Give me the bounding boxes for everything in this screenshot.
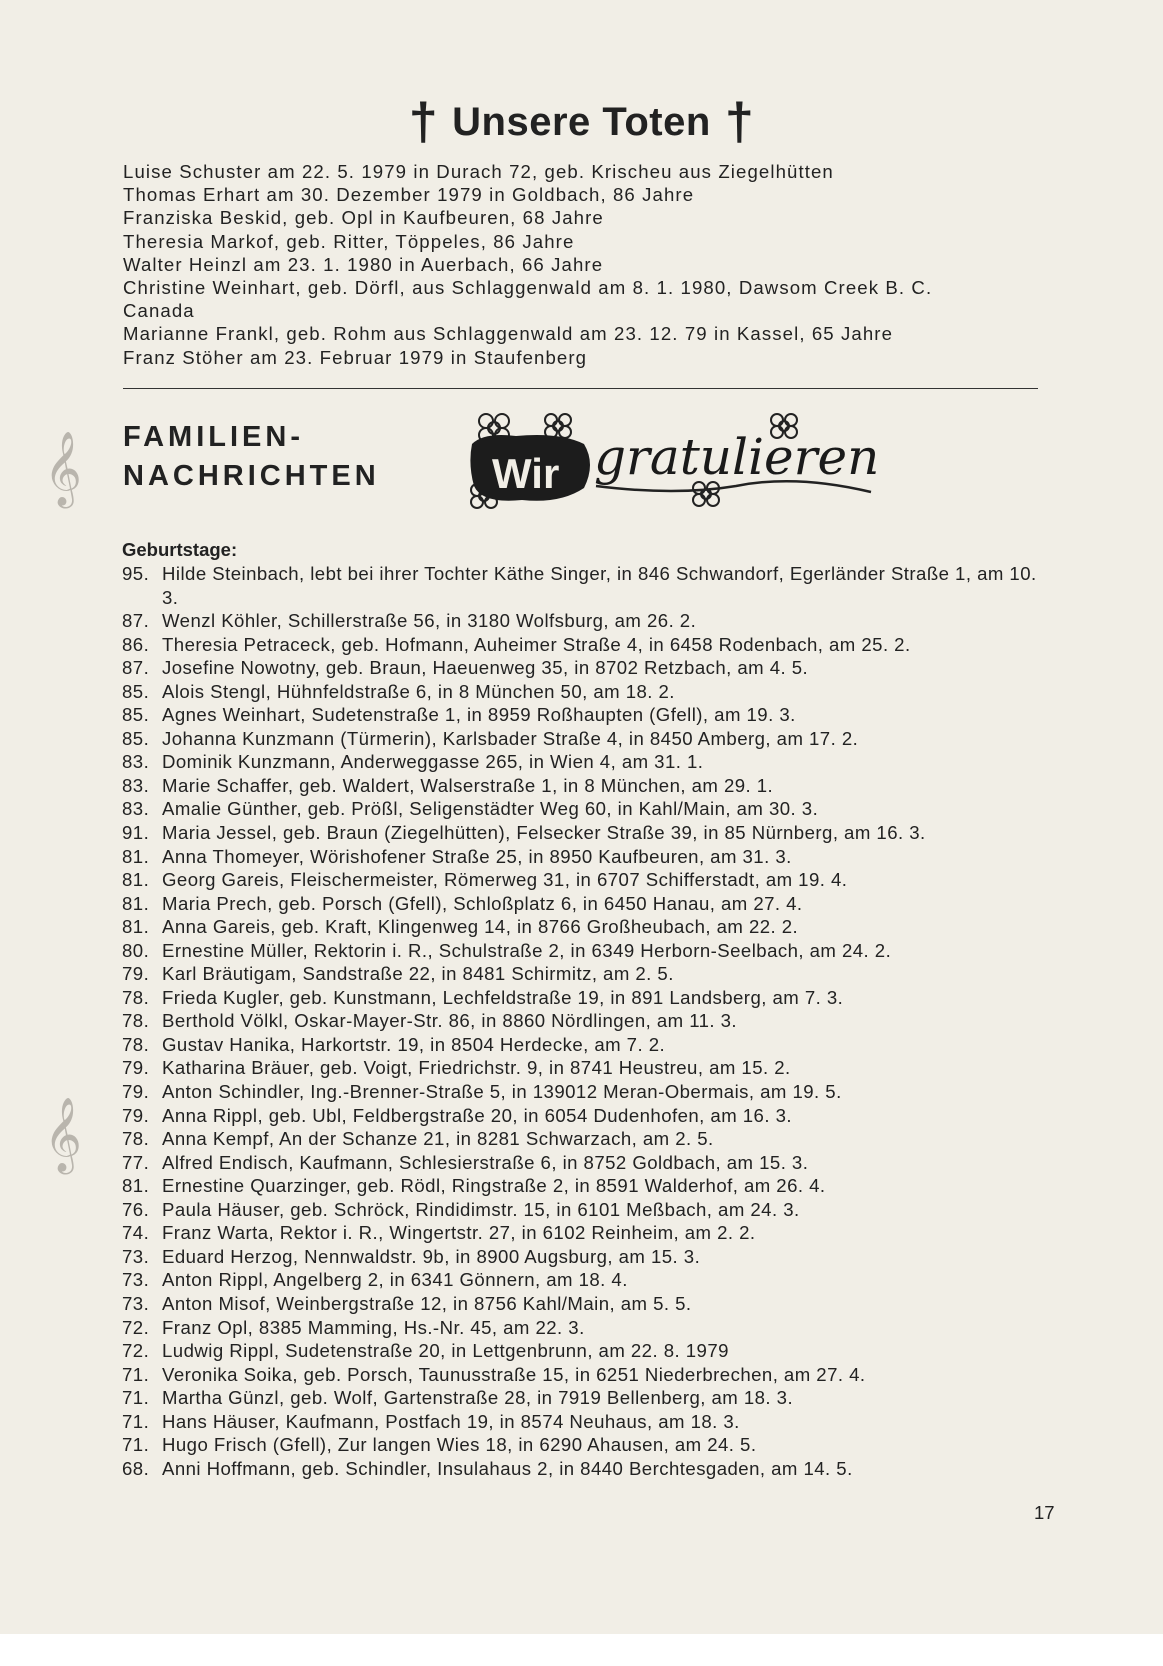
birthday-age: 78. (122, 1033, 150, 1055)
birthday-age: 85. (122, 704, 150, 726)
birthday-age: 71. (122, 1410, 150, 1432)
birthday-text: Wenzl Köhler, Schillerstraße 56, in 3180 Wolfsburg, am 26. 2. (162, 610, 697, 632)
birthday-entry (122, 1433, 1052, 1457)
title-text: Unsere Toten (452, 100, 711, 144)
page-number: 17 (1034, 1502, 1055, 1523)
birthday-text: Anna Kempf, An der Schanze 21, in 8281 Schwarzach, am 2. 5. (162, 1128, 714, 1150)
obituary-line: Luise Schuster am 22. 5. 1979 in Durach 72, geb. Krischeu aus Ziegelhütten (123, 161, 834, 182)
birthday-entry (122, 1457, 1052, 1481)
birthday-text: Alois Stengl, Hühnfeldstraße 6, in 8 München 50, am 18. 2. (162, 680, 675, 702)
birthday-age: 81. (122, 869, 150, 891)
birthday-entry (122, 774, 1052, 798)
birthday-text: Hans Häuser, Kaufmann, Postfach 19, in 8574 Neuhaus, am 18. 3. (162, 1410, 740, 1432)
birthday-entry (122, 1268, 1052, 1292)
birthday-age: 79. (122, 1057, 150, 1079)
birthday-text: Gustav Hanika, Harkortstr. 19, in 8504 Herdecke, am 7. 2. (162, 1033, 666, 1055)
birthday-text: Ludwig Rippl, Sudetenstraße 20, in Lettgenbrunn, am 22. 8. 1979 (162, 1340, 729, 1362)
birthday-age: 78. (122, 1010, 150, 1032)
birthday-age: 71. (122, 1387, 150, 1409)
birthday-text: Anna Gareis, geb. Kraft, Klingenweg 14, in 8766 Großheubach, am 22. 2. (162, 916, 799, 938)
obituary-line: Franz Stöher am 23. Februar 1979 in Staufenberg (123, 346, 588, 368)
birthday-age: 71. (122, 1363, 150, 1385)
birthday-age: 81. (122, 892, 150, 914)
birthday-age: 72. (122, 1340, 150, 1362)
birthday-text: Agnes Weinhart, Sudetenstraße 1, in 8959 Roßhaupten (Gfell), am 19. 3. (162, 704, 796, 726)
birthdays-heading: Geburtstage: (122, 539, 238, 560)
birthday-entry (122, 1009, 1052, 1033)
obituary-line: Christine Weinhart, geb. Dörfl, aus Schlaggenwald am 8. 1. 1980, Dawsom Creek B. C. (123, 277, 933, 299)
cross-icon: † (408, 93, 439, 151)
birthday-entry (122, 1292, 1052, 1316)
birthday-entry (122, 1174, 1052, 1198)
birthday-age: 79. (122, 1104, 150, 1126)
birthday-text: Theresia Petraceck, geb. Hofmann, Auheimer Straße 4, in 6458 Rodenbach, am 25. 2. (162, 633, 911, 655)
birthday-text: Frieda Kugler, geb. Kunstmann, Lechfeldstraße 19, in 891 Landsberg, am 7. 3. (162, 986, 844, 1008)
birthday-age: 83. (122, 774, 150, 796)
scan-border (0, 1634, 1163, 1666)
birthday-age: 78. (122, 986, 150, 1008)
birthday-entry (122, 1245, 1052, 1269)
birthday-text: Anton Rippl, Angelberg 2, in 6341 Gönnern, am 18. 4. (162, 1269, 628, 1291)
birthday-age: 72. (122, 1316, 150, 1338)
birthday-entry (122, 562, 1052, 609)
birthday-age: 79. (122, 963, 150, 985)
birthday-text: Hilde Steinbach, lebt bei ihrer Tochter Käthe Singer, in 846 Schwandorf, Egerländer Straße 1, am 10. 3. (162, 563, 1037, 608)
birthday-age: 74. (122, 1222, 150, 1244)
obituary-line: Thomas Erhart am 30. Dezember 1979 in Goldbach, 86 Jahre (123, 184, 695, 206)
obituary-line: Franziska Beskid, geb. Opl in Kaufbeuren, 68 Jahre (123, 207, 604, 229)
birthday-text: Katharina Bräuer, geb. Voigt, Friedrichstr. 9, in 8741 Heustreu, am 15. 2. (162, 1057, 791, 1079)
birthday-entry (122, 609, 1052, 633)
birthday-entry (122, 656, 1052, 680)
birthday-entry (122, 797, 1052, 821)
birthday-text: Anna Thomeyer, Wörishofener Straße 25, in 8950 Kaufbeuren, am 31. 3. (162, 845, 792, 867)
birthday-text: Paula Häuser, geb. Schröck, Rindidimstr. 15, in 6101 Meßbach, am 24. 3. (162, 1198, 800, 1220)
birthday-entry (122, 986, 1052, 1010)
birthday-age: 91. (122, 822, 150, 844)
obituary-line: Marianne Frankl, geb. Rohm aus Schlaggenwald am 23. 12. 79 in Kassel, 65 Jahre (123, 323, 894, 345)
birthday-text: Eduard Herzog, Nennwaldstr. 9b, in 8900 Augsburg, am 15. 3. (162, 1245, 701, 1267)
obituary-list (123, 160, 1053, 369)
birthday-text: Josefine Nowotny, geb. Braun, Haeuenweg 35, in 8702 Retzbach, am 4. 5. (162, 657, 809, 679)
birthday-list (122, 562, 1052, 1480)
birthday-text: Ernestine Quarzinger, geb. Rödl, Ringstraße 2, in 8591 Walderhof, am 26. 4. (162, 1175, 826, 1197)
birthday-entry (122, 750, 1052, 774)
birthday-entry (122, 868, 1052, 892)
birthday-text: Johanna Kunzmann (Türmerin), Karlsbader Straße 4, in 8450 Amberg, am 17. 2. (162, 727, 859, 749)
birthday-age: 81. (122, 845, 150, 867)
birthday-age: 73. (122, 1269, 150, 1291)
birthday-age: 87. (122, 610, 150, 632)
obituary-line: Walter Heinzl am 23. 1. 1980 in Auerbach, 66 Jahre (123, 253, 604, 275)
obituary-line: Canada (123, 300, 195, 322)
birthday-entry (122, 1151, 1052, 1175)
section-heading-line: NACHRICHTEN (123, 460, 380, 492)
birthday-entry (122, 1363, 1052, 1387)
birthday-text: Georg Gareis, Fleischermeister, Römerweg 31, in 6707 Schifferstadt, am 19. 4. (162, 869, 848, 891)
birthday-entry (122, 1104, 1052, 1128)
birthday-entry (122, 1080, 1052, 1104)
birthday-text: Alfred Endisch, Kaufmann, Schlesierstraße 6, in 8752 Goldbach, am 15. 3. (162, 1151, 809, 1173)
birthday-age: 87. (122, 657, 150, 679)
birthday-text: Anton Misof, Weinbergstraße 12, in 8756 Kahl/Main, am 5. 5. (162, 1292, 692, 1314)
birthday-text: Dominik Kunzmann, Anderweggasse 265, in Wien 4, am 31. 1. (162, 751, 704, 773)
flower-icon (545, 414, 571, 438)
section-divider (123, 388, 1038, 389)
birthday-entry (122, 1339, 1052, 1363)
punch-hole-mark: 𝄞 (44, 432, 82, 506)
birthday-entry (122, 939, 1052, 963)
birthday-text: Maria Jessel, geb. Braun (Ziegelhütten), Felsecker Straße 39, in 85 Nürnberg, am 16. 3. (162, 822, 926, 844)
cross-icon: † (724, 93, 755, 151)
birthday-text: Veronika Soika, geb. Porsch, Taunusstraße 15, in 6251 Niederbrechen, am 27. 4. (162, 1363, 866, 1385)
birthday-entry (122, 1386, 1052, 1410)
birthday-text: Anna Rippl, geb. Ubl, Feldbergstraße 20, in 6054 Dudenhofen, am 16. 3. (162, 1104, 792, 1126)
birthday-text: Martha Günzl, geb. Wolf, Gartenstraße 28, in 7919 Bellenberg, am 18. 3. (162, 1387, 794, 1409)
badge-word-script: gratulieren (594, 428, 880, 486)
birthday-text: Anni Hoffmann, geb. Schindler, Insulahaus 2, in 8440 Berchtesgaden, am 14. 5. (162, 1457, 853, 1479)
birthday-age: 85. (122, 727, 150, 749)
birthday-text: Amalie Günther, geb. Prößl, Seligenstädter Weg 60, in Kahl/Main, am 30. 3. (162, 798, 819, 820)
punch-hole-mark: 𝄞 (44, 1098, 82, 1172)
birthday-age: 68. (122, 1457, 150, 1479)
birthday-text: Franz Warta, Rektor i. R., Wingertstr. 27, in 6102 Reinheim, am 2. 2. (162, 1222, 756, 1244)
birthday-entry (122, 1316, 1052, 1340)
birthday-entry (122, 727, 1052, 751)
obituary-line: Theresia Markof, geb. Ritter, Töppeles, 86 Jahre (123, 230, 575, 252)
birthday-age: 86. (122, 633, 150, 655)
birthday-age: 76. (122, 1198, 150, 1220)
badge-word-wir: Wir (492, 450, 560, 497)
birthday-text: Karl Bräutigam, Sandstraße 22, in 8481 Schirmitz, am 2. 5. (162, 963, 674, 985)
birthday-entry (122, 962, 1052, 986)
birthday-text: Berthold Völkl, Oskar-Mayer-Str. 86, in 8860 Nördlingen, am 11. 3. (162, 1010, 738, 1032)
birthday-entry (122, 1127, 1052, 1151)
birthday-text: Ernestine Müller, Rektorin i. R., Schulstraße 2, in 6349 Herborn-Seelbach, am 24. 2. (162, 939, 892, 961)
birthday-text: Maria Prech, geb. Porsch (Gfell), Schloßplatz 6, in 6450 Hanau, am 27. 4. (162, 892, 803, 914)
birthday-text: Hugo Frisch (Gfell), Zur langen Wies 18, in 6290 Ahausen, am 24. 5. (162, 1434, 757, 1456)
birthday-entry (122, 1033, 1052, 1057)
birthday-age: 73. (122, 1245, 150, 1267)
congratulations-badge (466, 408, 891, 518)
page-title (0, 92, 1163, 152)
birthday-entry (122, 703, 1052, 727)
birthday-age: 95. (122, 563, 150, 584)
birthday-age: 77. (122, 1151, 150, 1173)
birthday-entry (122, 821, 1052, 845)
birthday-age: 81. (122, 1175, 150, 1197)
birthday-entry (122, 1410, 1052, 1434)
birthday-entry (122, 1198, 1052, 1222)
birthday-text: Franz Opl, 8385 Mamming, Hs.-Nr. 45, am 22. 3. (162, 1316, 585, 1338)
birthday-age: 81. (122, 916, 150, 938)
birthday-age: 71. (122, 1434, 150, 1456)
birthday-age: 85. (122, 680, 150, 702)
birthday-text: Marie Schaffer, geb. Waldert, Walserstraße 1, in 8 München, am 29. 1. (162, 774, 774, 796)
birthday-age: 78. (122, 1128, 150, 1150)
birthday-entry (122, 892, 1052, 916)
birthday-entry (122, 1221, 1052, 1245)
birthday-text: Anton Schindler, Ing.-Brenner-Straße 5, in 139012 Meran-Obermais, am 19. 5. (162, 1081, 842, 1103)
birthday-entry (122, 633, 1052, 657)
birthday-age: 83. (122, 751, 150, 773)
birthday-entry (122, 680, 1052, 704)
birthday-age: 79. (122, 1081, 150, 1103)
birthday-entry (122, 1056, 1052, 1080)
birthday-age: 73. (122, 1292, 150, 1314)
birthday-entry (122, 845, 1052, 869)
birthday-age: 83. (122, 798, 150, 820)
birthday-entry (122, 915, 1052, 939)
birthday-age: 80. (122, 939, 150, 961)
section-heading-line: FAMILIEN- (123, 421, 304, 453)
section-heading (123, 418, 380, 496)
